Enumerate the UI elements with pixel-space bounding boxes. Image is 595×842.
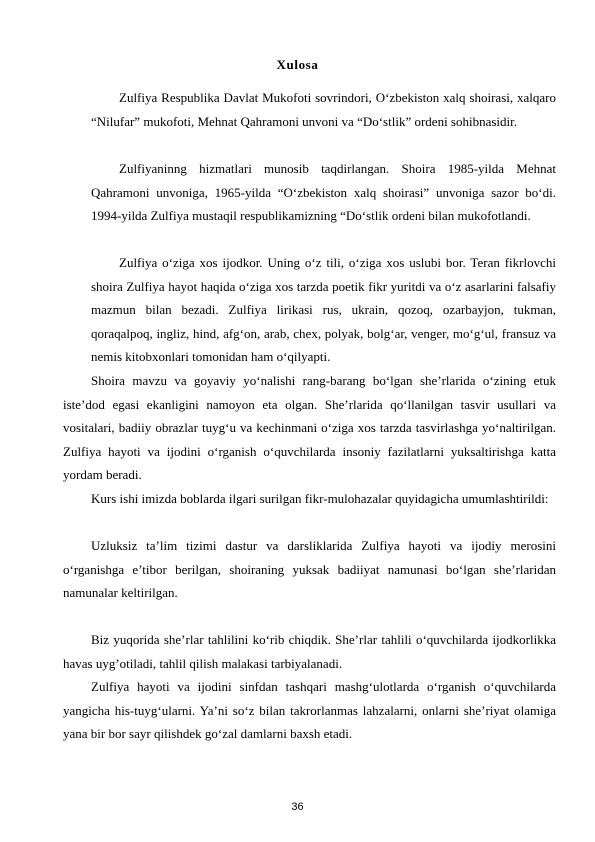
section-title: Xulosa bbox=[276, 57, 319, 72]
paragraph-7: Biz yuqorida she’rlar tahlilini ko‘rib chiqdik. She’rlar tahlili o‘quvchilarda ijodkorlikka havas uyg’otiladi, tahlil qilish malakasi tarbiyalanadi. bbox=[63, 632, 556, 671]
paragraph-4: Shoira mavzu va goyaviy yo‘nalishi rang-barang bo‘lgan she’rlarida o‘zining etuk iste’dod egasi ekanligini namoyon eta olgan. She’rlarida qo‘llanilgan tasvir usullari va vositalari, badiiy obrazlar tuyg‘u va kechinmani o‘ziga xos tarzda tasvirlashga yo‘naltirilgan. Zulfiya hayoti va ijodini o‘rganish o‘quvchilarda insoniy fazilatlarni yuksaltirishga katta yordam beradi. bbox=[63, 373, 556, 483]
paragraph-2: Zulfiyaninng hizmatlari munosib taqdirlangan. Shoira 1985-yilda Mehnat Qahramoni unvoniga, 1965-yilda “O‘zbekiston xalq shoirasi” unvoniga sazor bo‘di. 1994-yilda Zulfiya mustaqil respublikamizning “Do‘stlik ordeni bilan mukofotlandi. bbox=[91, 161, 556, 224]
paragraph-8: Zulfiya hayoti va ijodini sinfdan tashqari mashg‘ulotlarda o‘rganish o‘quvchilarda yangicha his-tuyg‘ularni. Ya’ni so‘z bilan takrorlanmas lahzalarni, onlarni she’riyat olamiga yana bir bor sayr qilishdek go‘zal damlarni baxsh etadi. bbox=[63, 679, 556, 742]
paragraph-6: Uzluksiz ta’lim tizimi dastur va darsliklarida Zulfiya hayoti va ijodiy merosini o‘rganishga e’tibor berilgan, shoiraning yuksak badiiyat namunasi bo‘lgan she’rlaridan namunalar keltirilgan. bbox=[63, 538, 556, 601]
paragraph-3: Zulfiya o‘ziga xos ijodkor. Uning o‘z tili, o‘ziga xos uslubi bor. Teran fikrlovchi shoira Zulfiya hayot haqida o‘ziga xos tarzda poetik fikr yuritdi va o‘z asarlarini falsafiy mazmun bilan bezadi. Zulfiya lirikasi rus, ukrain, qozoq, ozarbayjon, tukman, qoraqalpoq, ingliz, hind, afg‘on, arab, chex, polyak, bolg‘ar, venger, mo‘g‘ul, fransuz va nemis kitobxonlari tomonidan ham o‘qilyapti. bbox=[91, 255, 556, 365]
paragraph-1: Zulfiya Respublika Davlat Mukofoti sovrindori, O‘zbekiston xalq shoirasi, xalqaro “Nilufar” mukofoti, Mehnat Qahramoni unvoni va “Do‘stlik” ordeni sohibnasidir. bbox=[91, 90, 556, 129]
page-number: 36 bbox=[291, 801, 304, 813]
paragraph-5: Kurs ishi imizda boblarda ilgari surilgan fikr-mulohazalar quyidagicha umumlashtirildi: bbox=[91, 491, 549, 506]
